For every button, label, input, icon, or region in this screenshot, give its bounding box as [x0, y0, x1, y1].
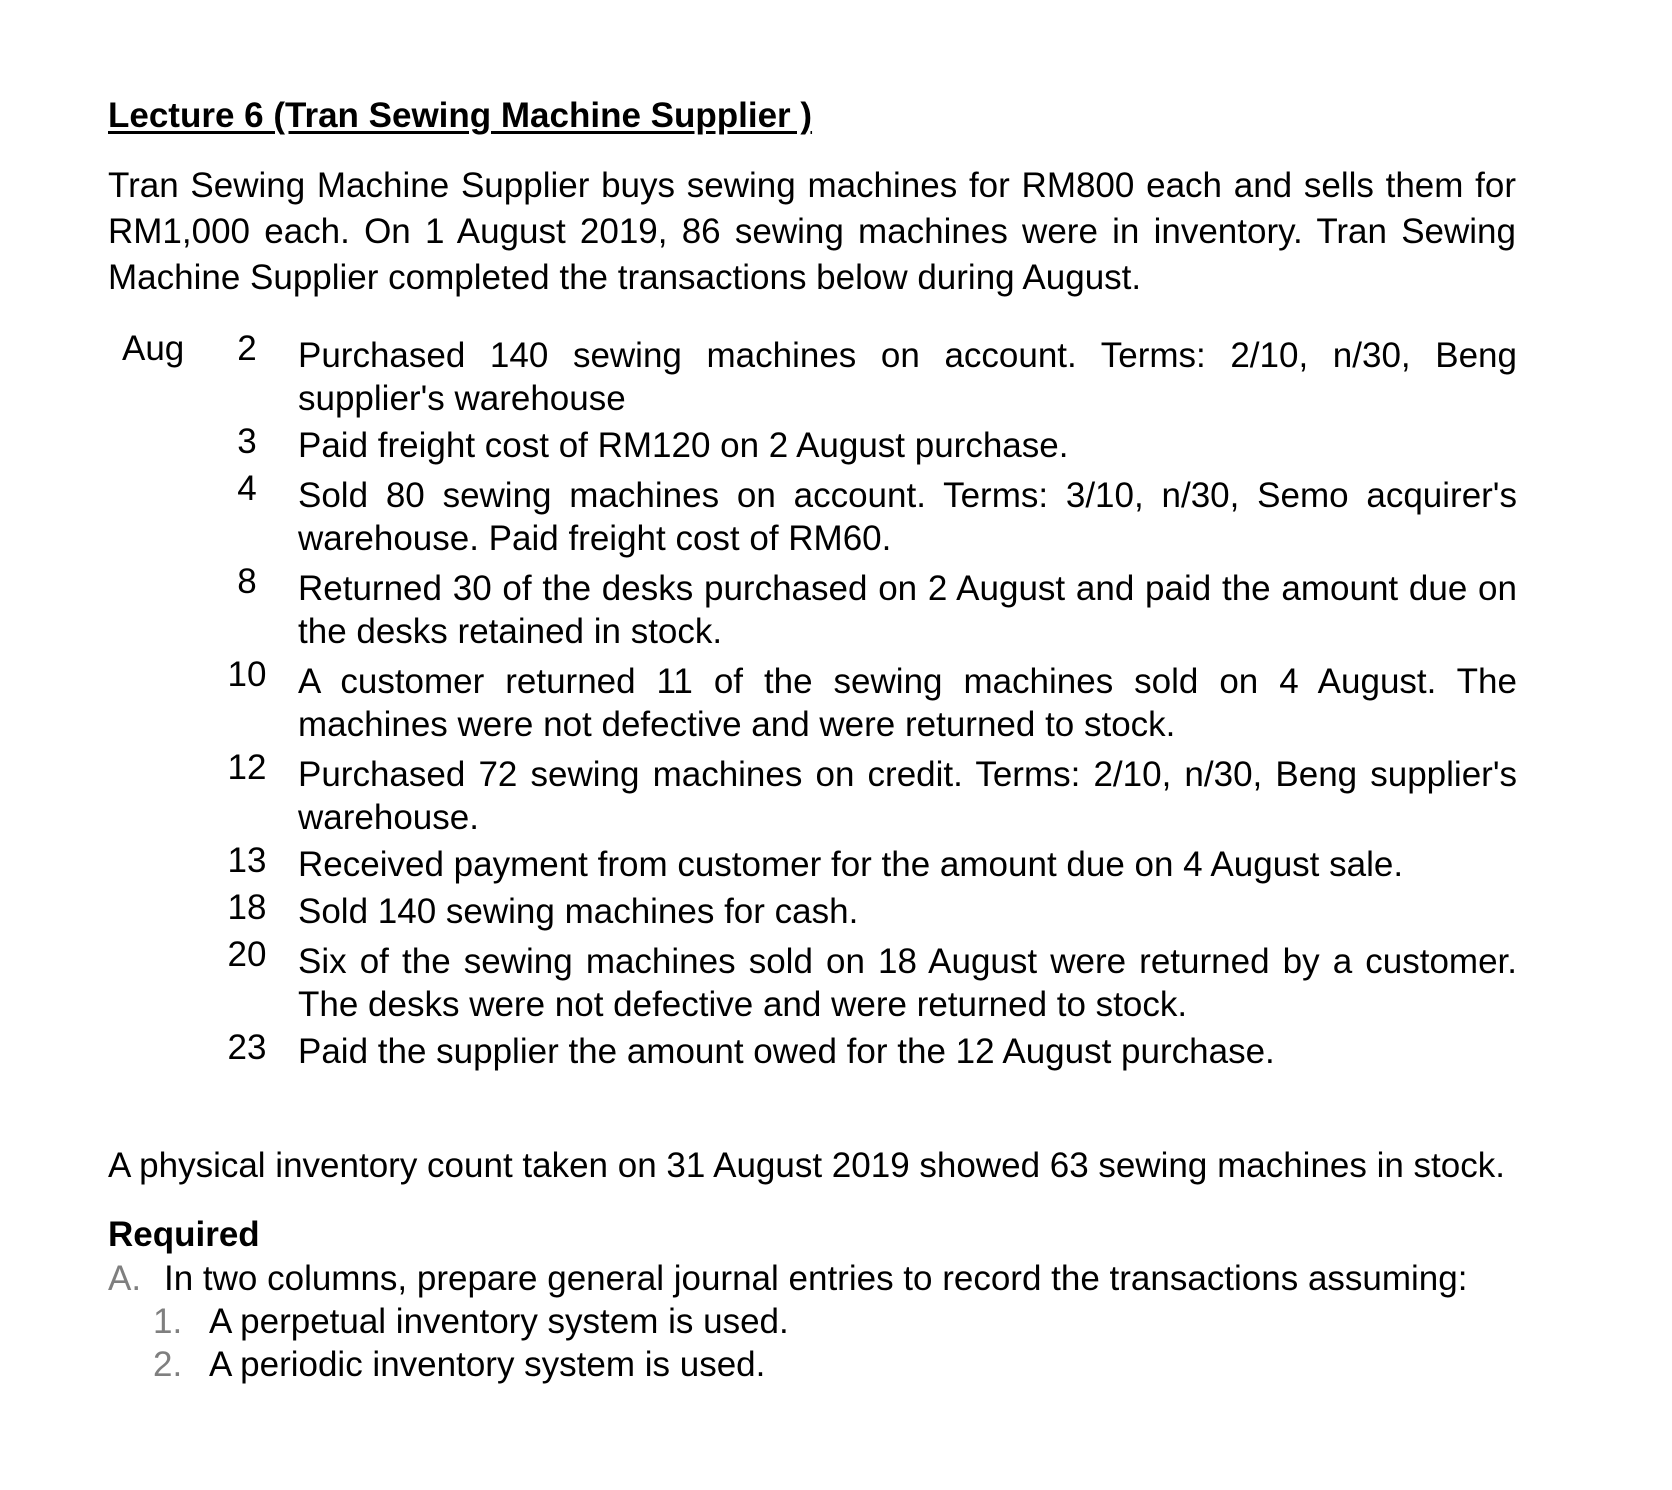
required-item-a	[108, 1257, 1523, 1300]
required-sub-item	[153, 1343, 1523, 1386]
transaction-row	[108, 933, 1523, 1026]
transaction-day: 20	[227, 935, 267, 974]
transaction-description: Six of the sewing machines sold on 18 August were returned by a customer. The desks were not defective and were returned to stock.	[298, 942, 1517, 1024]
list-marker: 2.	[153, 1345, 183, 1384]
transaction-description: Purchased 72 sewing machines on credit. Terms: 2/10, n/30, Beng supplier's warehouse.	[298, 755, 1517, 837]
transaction-row	[108, 1026, 1523, 1073]
transaction-description: Paid the supplier the amount owed for the 12 August purchase.	[298, 1032, 1275, 1071]
transaction-month: Aug	[122, 329, 185, 368]
transaction-row	[108, 560, 1523, 653]
list-marker: A.	[108, 1259, 142, 1298]
transaction-day: 10	[227, 655, 267, 694]
required-item-a-text: In two columns, prepare general journal entries to record the transactions assuming:	[164, 1259, 1468, 1298]
transaction-row	[108, 420, 1523, 467]
physical-count-paragraph: A physical inventory count taken on 31 August 2019 showed 63 sewing machines in stock.	[108, 1146, 1505, 1185]
list-marker: 1.	[153, 1302, 183, 1341]
transaction-row	[108, 886, 1523, 933]
transaction-description: Purchased 140 sewing machines on account. Terms: 2/10, n/30, Beng supplier's warehouse	[298, 336, 1517, 418]
transaction-description: Received payment from customer for the amount due on 4 August sale.	[298, 845, 1404, 884]
required-heading: Required	[108, 1215, 260, 1254]
transaction-row	[108, 839, 1523, 886]
transaction-description: Sold 80 sewing machines on account. Terms: 3/10, n/30, Semo acquirer's warehouse. Paid freight cost of RM60.	[298, 476, 1517, 558]
transaction-day: 12	[227, 748, 267, 787]
transaction-day: 3	[237, 422, 257, 461]
transaction-description: Sold 140 sewing machines for cash.	[298, 892, 859, 931]
transaction-description: Paid freight cost of RM120 on 2 August purchase.	[298, 426, 1069, 465]
page-title: Lecture 6 (Tran Sewing Machine Supplier )	[108, 96, 813, 135]
transaction-row	[108, 653, 1523, 746]
required-sub-item	[153, 1300, 1523, 1343]
transaction-day: 18	[227, 888, 267, 927]
transaction-list	[108, 327, 1523, 1073]
transaction-row	[108, 327, 1523, 420]
required-sub-item-text: A periodic inventory system is used.	[209, 1345, 766, 1384]
transaction-day: 13	[227, 841, 267, 880]
transaction-day: 4	[237, 469, 257, 508]
transaction-description: Returned 30 of the desks purchased on 2 August and paid the amount due on the desks retained in stock.	[298, 569, 1517, 651]
transaction-row	[108, 467, 1523, 560]
transaction-row	[108, 746, 1523, 839]
document-page	[108, 94, 1523, 1386]
transaction-description: A customer returned 11 of the sewing machines sold on 4 August. The machines were not defective and were returned to stock.	[298, 662, 1517, 744]
transaction-day: 23	[227, 1028, 267, 1067]
required-sub-item-text: A perpetual inventory system is used.	[209, 1302, 789, 1341]
intro-paragraph: Tran Sewing Machine Supplier buys sewing machines for RM800 each and sells them for RM1,000 each. On 1 August 2019, 86 sewing machines were in inventory. Tran Sewing Machine Supplier completed the transactions below during August.	[108, 166, 1516, 297]
transaction-day: 8	[237, 562, 257, 601]
transaction-day: 2	[237, 329, 257, 368]
